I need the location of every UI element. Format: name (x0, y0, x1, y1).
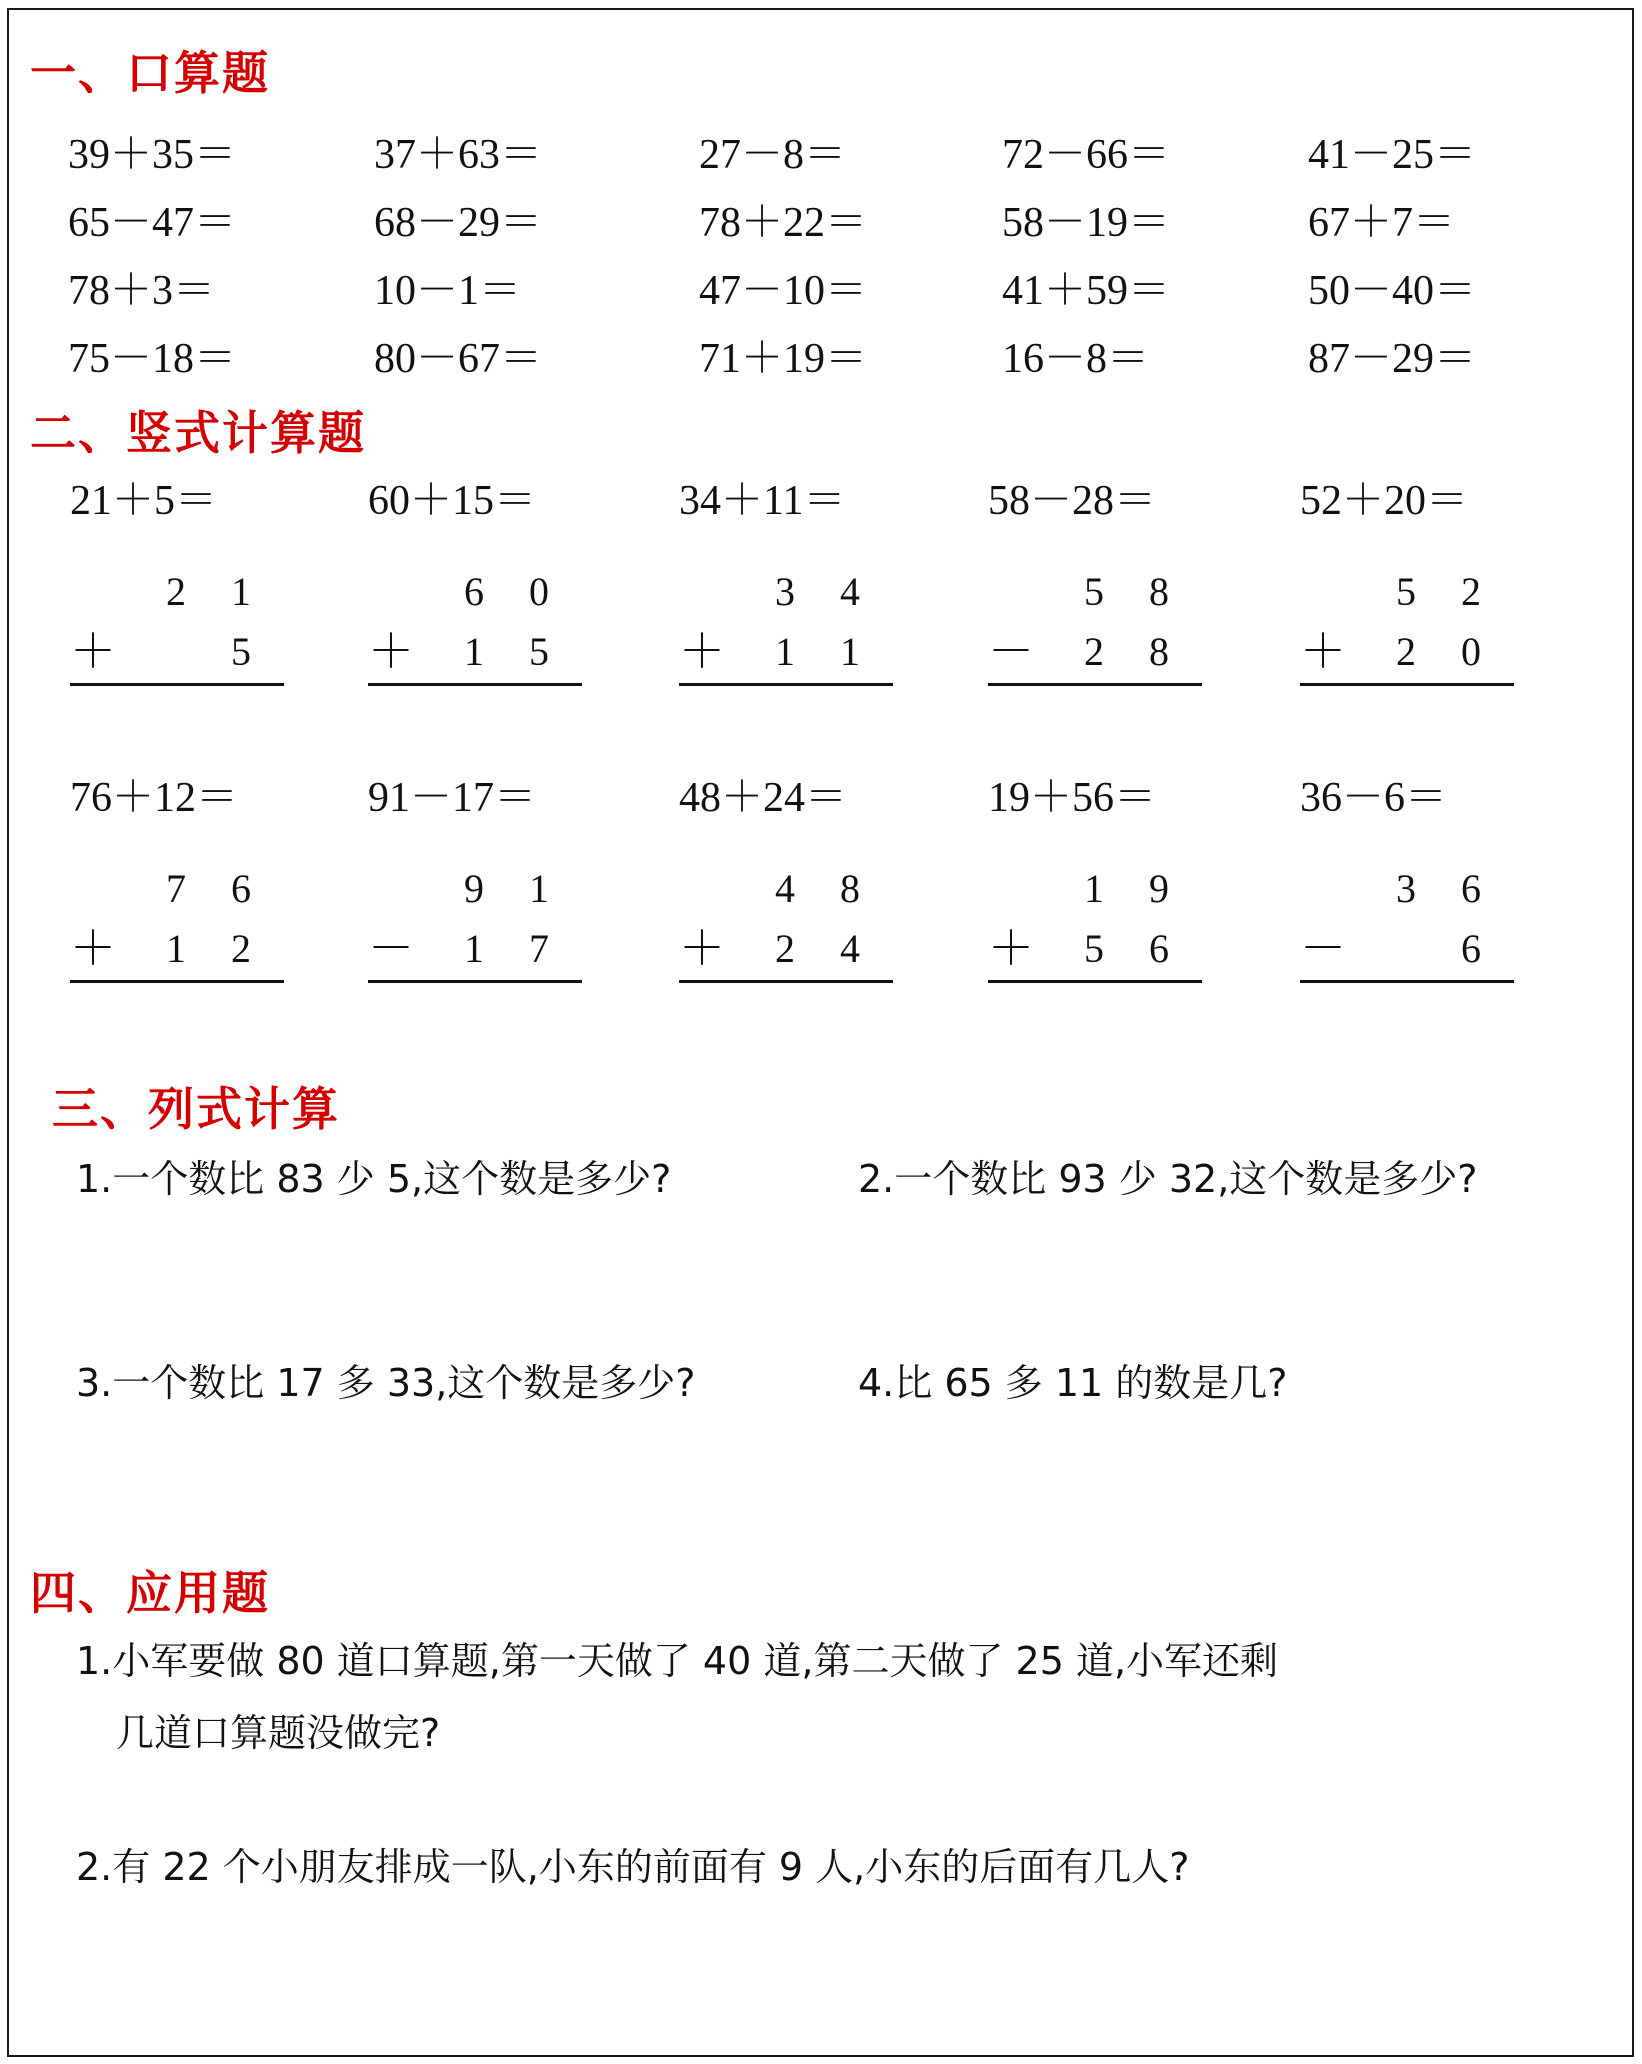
written-question-2: 2.一个数比 93 少 32,这个数是多少? (858, 1157, 1478, 1201)
bottom-ones-digit: 0 (1461, 629, 1481, 674)
top-ones-digit: 8 (840, 866, 860, 911)
bottom-tens-digit: 1 (464, 926, 484, 971)
operator-sign: － (368, 921, 414, 975)
word-question-1-line-1: 1.小军要做 80 道口算题,第一天做了 40 道,第二天做了 25 道,小军还剩 (76, 1639, 1279, 1683)
oral-equation: 71＋19＝ (699, 336, 868, 382)
top-ones-digit: 0 (529, 569, 549, 614)
top-ones-digit: 1 (529, 866, 549, 911)
oral-equation: 41－25＝ (1308, 132, 1477, 178)
vertical-calc-block (988, 859, 1202, 1059)
written-question-4: 4.比 65 多 11 的数是几? (858, 1361, 1288, 1405)
oral-equation: 16－8＝ (1002, 336, 1150, 382)
section-title-oral: 一、口算题 (30, 46, 270, 100)
vertical-equation: 36－6＝ (1300, 775, 1448, 821)
vertical-equation: 34＋11＝ (679, 478, 846, 524)
bottom-ones-digit: 5 (231, 629, 251, 674)
vertical-equation: 76＋12＝ (70, 775, 239, 821)
top-tens-digit: 9 (464, 866, 484, 911)
vertical-calc-block (368, 859, 582, 1059)
top-tens-digit: 2 (166, 569, 186, 614)
oral-equation: 78＋22＝ (699, 200, 868, 246)
vertical-equation: 21＋5＝ (70, 478, 218, 524)
operator-sign: ＋ (988, 921, 1034, 975)
vertical-calc-block (1300, 562, 1514, 762)
operator-sign: ＋ (1300, 624, 1346, 678)
word-question-2: 2.有 22 个小朋友排成一队,小东的前面有 9 人,小东的后面有几人? (76, 1845, 1190, 1889)
bottom-ones-digit: 4 (840, 926, 860, 971)
bottom-ones-digit: 5 (529, 629, 549, 674)
vertical-calc-block (368, 562, 582, 762)
top-ones-digit: 8 (1149, 569, 1169, 614)
bottom-ones-digit: 6 (1461, 926, 1481, 971)
top-ones-digit: 9 (1149, 866, 1169, 911)
top-ones-digit: 2 (1461, 569, 1481, 614)
bottom-ones-digit: 7 (529, 926, 549, 971)
oral-equation: 10－1＝ (374, 268, 522, 314)
vertical-equation: 91－17＝ (368, 775, 537, 821)
vertical-calc-block (679, 859, 893, 1059)
answer-line (988, 683, 1202, 686)
vertical-equation: 58－28＝ (988, 478, 1157, 524)
answer-line (368, 980, 582, 983)
bottom-tens-digit: 1 (775, 629, 795, 674)
answer-line (70, 683, 284, 686)
oral-equation: 65－47＝ (68, 200, 237, 246)
vertical-equation: 48＋24＝ (679, 775, 848, 821)
oral-equation: 47－10＝ (699, 268, 868, 314)
operator-sign: － (988, 624, 1034, 678)
answer-line (70, 980, 284, 983)
section-title-word: 四、应用题 (30, 1566, 270, 1620)
top-tens-digit: 1 (1084, 866, 1104, 911)
top-ones-digit: 4 (840, 569, 860, 614)
bottom-tens-digit: 2 (775, 926, 795, 971)
oral-equation: 80－67＝ (374, 336, 543, 382)
oral-equation: 27－8＝ (699, 132, 847, 178)
operator-sign: － (1300, 921, 1346, 975)
bottom-tens-digit: 5 (1084, 926, 1104, 971)
written-question-3: 3.一个数比 17 多 33,这个数是多少? (76, 1361, 696, 1405)
top-ones-digit: 6 (1461, 866, 1481, 911)
top-tens-digit: 5 (1084, 569, 1104, 614)
vertical-calc-block (679, 562, 893, 762)
written-question-1: 1.一个数比 83 少 5,这个数是多少? (76, 1157, 672, 1201)
top-tens-digit: 5 (1396, 569, 1416, 614)
top-tens-digit: 6 (464, 569, 484, 614)
bottom-tens-digit: 2 (1084, 629, 1104, 674)
oral-equation: 58－19＝ (1002, 200, 1171, 246)
vertical-calc-block (988, 562, 1202, 762)
oral-equation: 67＋7＝ (1308, 200, 1456, 246)
operator-sign: ＋ (70, 921, 116, 975)
answer-line (679, 683, 893, 686)
bottom-tens-digit: 1 (464, 629, 484, 674)
oral-equation: 87－29＝ (1308, 336, 1477, 382)
operator-sign: ＋ (368, 624, 414, 678)
oral-equation: 50－40＝ (1308, 268, 1477, 314)
oral-equation: 75－18＝ (68, 336, 237, 382)
bottom-tens-digit: 1 (166, 926, 186, 971)
oral-equation: 39＋35＝ (68, 132, 237, 178)
operator-sign: ＋ (679, 921, 725, 975)
bottom-ones-digit: 2 (231, 926, 251, 971)
word-question-1-line-2: 几道口算题没做完? (116, 1711, 441, 1755)
vertical-equation: 19＋56＝ (988, 775, 1157, 821)
operator-sign: ＋ (679, 624, 725, 678)
vertical-calc-block (70, 562, 284, 762)
top-ones-digit: 1 (231, 569, 251, 614)
vertical-equation: 52＋20＝ (1300, 478, 1469, 524)
operator-sign: ＋ (70, 624, 116, 678)
oral-equation: 37＋63＝ (374, 132, 543, 178)
oral-equation: 72－66＝ (1002, 132, 1171, 178)
answer-line (1300, 980, 1514, 983)
answer-line (1300, 683, 1514, 686)
answer-line (988, 980, 1202, 983)
section-title-written: 三、列式计算 (52, 1082, 340, 1136)
bottom-ones-digit: 6 (1149, 926, 1169, 971)
bottom-ones-digit: 8 (1149, 629, 1169, 674)
oral-equation: 78＋3＝ (68, 268, 216, 314)
top-ones-digit: 6 (231, 866, 251, 911)
oral-equation: 41＋59＝ (1002, 268, 1171, 314)
bottom-ones-digit: 1 (840, 629, 860, 674)
vertical-calc-block (1300, 859, 1514, 1059)
top-tens-digit: 3 (1396, 866, 1416, 911)
answer-line (679, 980, 893, 983)
answer-line (368, 683, 582, 686)
bottom-tens-digit: 2 (1396, 629, 1416, 674)
section-title-vertical: 二、竖式计算题 (30, 406, 366, 460)
top-tens-digit: 7 (166, 866, 186, 911)
top-tens-digit: 4 (775, 866, 795, 911)
oral-equation: 68－29＝ (374, 200, 543, 246)
vertical-equation: 60＋15＝ (368, 478, 537, 524)
vertical-calc-block (70, 859, 284, 1059)
top-tens-digit: 3 (775, 569, 795, 614)
